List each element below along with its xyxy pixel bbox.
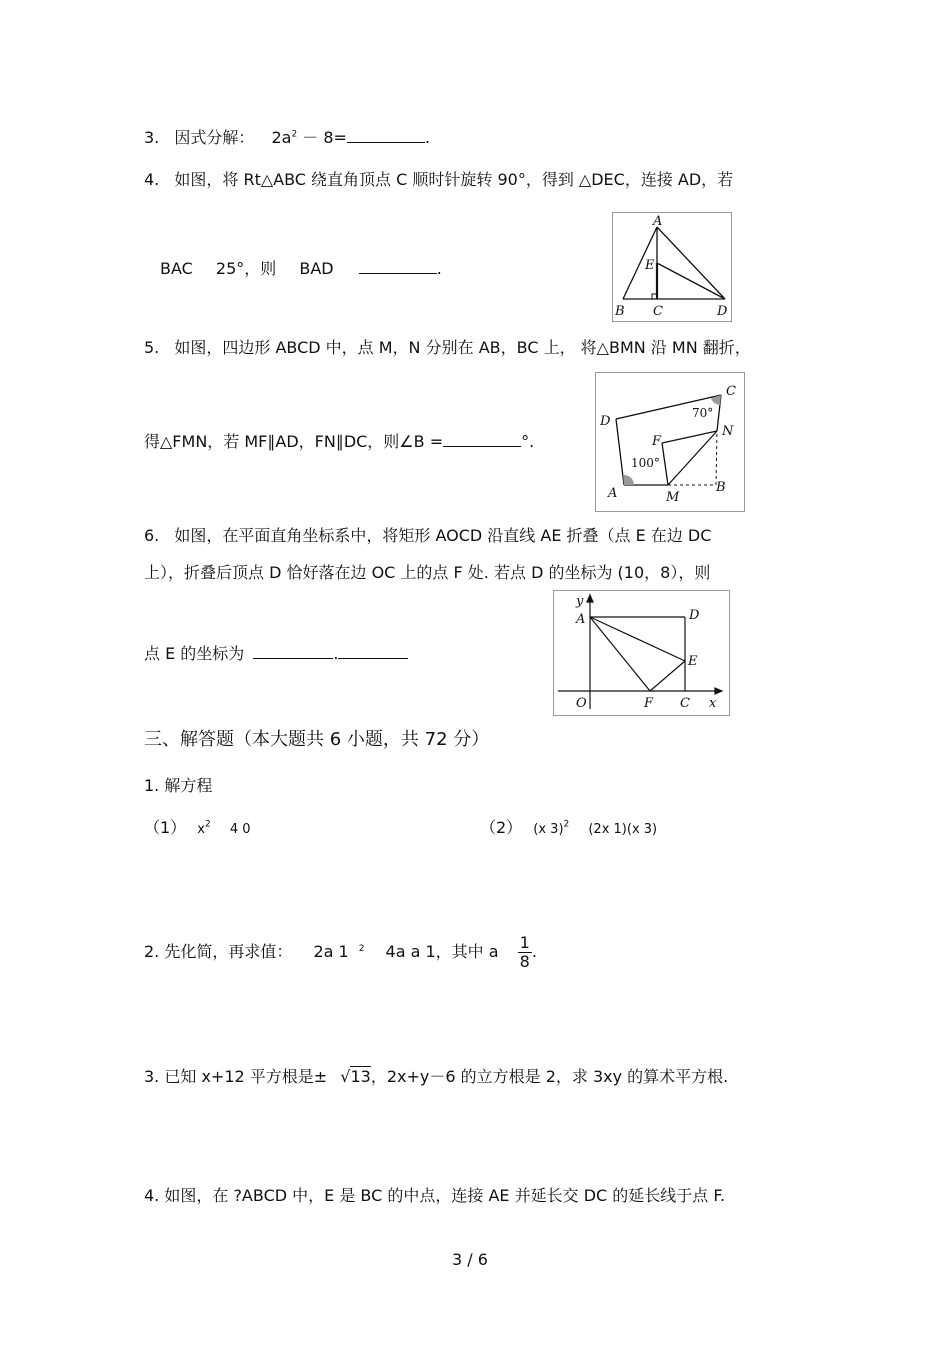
label-a: A — [608, 486, 618, 501]
label-y: y — [576, 594, 584, 609]
p1-eq2b: (2x 1)(x 3) — [588, 822, 658, 837]
p3-sqrt-value: 13 — [350, 1067, 371, 1086]
p2-expr-sup: 2 — [358, 943, 365, 954]
p2-expr-b: 4a a 1，其中 a — [385, 942, 499, 961]
p1-sub2 — [480, 818, 657, 840]
label-o: O — [576, 696, 587, 711]
q5-num: 5. — [144, 338, 160, 357]
q5-answer-blank[interactable] — [443, 432, 521, 447]
y-axis-arrow — [587, 595, 593, 602]
q6-num: 6. — [144, 526, 160, 545]
label-a: A — [653, 214, 663, 229]
seg-af — [590, 617, 650, 691]
q4-bad: BAD — [299, 259, 334, 278]
p3-text-a: 3. 已知 x+12 平方根是± — [144, 1067, 328, 1086]
label-m: M — [666, 490, 680, 505]
q3-label: 因式分解： — [174, 128, 255, 147]
q4-bac: BAC — [160, 259, 193, 278]
figure-quadrilateral-fold — [595, 372, 745, 512]
q3-expr-a: 2a — [271, 128, 292, 147]
label-c: C — [653, 304, 663, 319]
x-axis-arrow — [715, 688, 722, 694]
p2-fraction — [518, 934, 532, 971]
seg-fe — [650, 661, 685, 691]
q5-text2: 得△FMN，若 MF∥AD，FN∥DC，则∠B = — [144, 432, 444, 451]
p1-eq1-sup: 2 — [204, 819, 211, 830]
label-e: E — [645, 258, 655, 273]
q6-answer-blank-1[interactable] — [253, 644, 333, 659]
q3 — [144, 128, 430, 148]
label-c: C — [680, 696, 690, 711]
q4-answer-blank[interactable] — [359, 259, 437, 274]
p1-sub2-num: （2） — [480, 818, 523, 837]
q4-line2 — [160, 259, 442, 279]
p2-label: 2. 先化简，再求值： — [144, 942, 293, 961]
q3-expr-sup: 2 — [291, 129, 298, 140]
q6-text: 如图，在平面直角坐标系中，将矩形 AOCD 沿直线 AE 折叠（点 E 在边 DC — [174, 526, 712, 545]
seg-fn — [662, 431, 717, 443]
q6-text3: 点 E 的坐标为 — [144, 644, 245, 663]
angle-a-mark — [623, 475, 634, 485]
p2-expr-a: 2a 1 — [313, 942, 349, 961]
seg-mf — [662, 443, 668, 485]
p2-frac-den: 8 — [519, 952, 530, 971]
p1-eq2a: (x 3) — [533, 822, 564, 837]
p1-eq1b: 4 0 — [229, 822, 251, 837]
q5-line1 — [144, 338, 751, 358]
q6-line3 — [144, 644, 408, 664]
angle-c-label: 70° — [692, 406, 714, 420]
p2-end: . — [531, 942, 537, 961]
label-d: D — [600, 414, 611, 429]
sqrt-symbol: √ — [340, 1067, 351, 1086]
p3-text-b: ，2x+y－6 的立方根是 2，求 3xy 的算术平方根. — [370, 1067, 729, 1086]
q4-num: 4. — [144, 170, 160, 189]
label-d: D — [717, 304, 728, 319]
p2 — [144, 930, 537, 974]
label-x: x — [709, 696, 717, 711]
seg-ae — [590, 617, 685, 661]
q4-text: 如图，将 Rt△ABC 绕直角顶点 C 顺时针旋转 90°，得到 △DEC，连接 AD，若 — [174, 170, 734, 189]
label-f: F — [644, 696, 654, 711]
label-f: F — [652, 434, 662, 449]
section-title: 三、解答题（本大题共 6 小题，共 72 分） — [144, 729, 490, 750]
label-c: C — [726, 384, 736, 399]
angle-a-label: 100° — [631, 456, 660, 470]
p1-eq1a: x — [197, 822, 205, 837]
p1-sub1 — [144, 818, 251, 840]
seg-ad — [657, 227, 725, 299]
figure-triangle-rotation — [612, 212, 732, 322]
seg-mn — [668, 431, 717, 485]
p1-sub1-num: （1） — [144, 818, 187, 837]
q3-expr-b: － 8= — [302, 128, 347, 147]
page-number: 3 / 6 — [452, 1250, 488, 1269]
label-b: B — [615, 304, 625, 319]
q6-mid: . — [333, 644, 339, 663]
seg-bn-dashed — [716, 431, 717, 485]
p1-label: 1. 解方程 — [144, 776, 213, 795]
label-d: D — [689, 608, 700, 623]
p3 — [144, 1067, 728, 1087]
q6-answer-blank-2[interactable] — [338, 644, 408, 659]
q6-text2: 上），折叠后顶点 D 恰好落在边 OC 上的点 F 处. 若点 D 的坐标为 (10，8），则 — [144, 563, 711, 582]
label-a: A — [576, 612, 586, 627]
q4-angle: 25°，则 — [215, 259, 277, 278]
p2-frac-num: 1 — [519, 933, 530, 952]
label-e: E — [688, 654, 698, 669]
q3-num: 3. — [144, 128, 160, 147]
seg-da — [616, 419, 624, 485]
q4-line1 — [144, 170, 733, 190]
q4-end: . — [436, 259, 442, 278]
seg-ed — [657, 263, 725, 299]
label-n: N — [722, 424, 734, 439]
q5-end: °. — [521, 432, 535, 451]
figure-coordinate-fold — [553, 590, 730, 716]
q3-end: . — [424, 128, 431, 147]
q3-answer-blank[interactable] — [347, 128, 425, 143]
q5-line2 — [144, 432, 534, 452]
p4: 4. 如图，在 ?ABCD 中，E 是 BC 的中点，连接 AE 并延长交 DC 的延长线于点 F. — [144, 1186, 726, 1205]
label-b: B — [716, 480, 726, 495]
q6-line2 — [144, 563, 710, 583]
p1-eq2-sup: 2 — [563, 819, 570, 830]
q6-line1 — [144, 526, 711, 546]
q5-text: 如图，四边形 ABCD 中，点 M，N 分别在 AB，BC 上， 将△BMN 沿 MN 翻折， — [174, 338, 751, 357]
